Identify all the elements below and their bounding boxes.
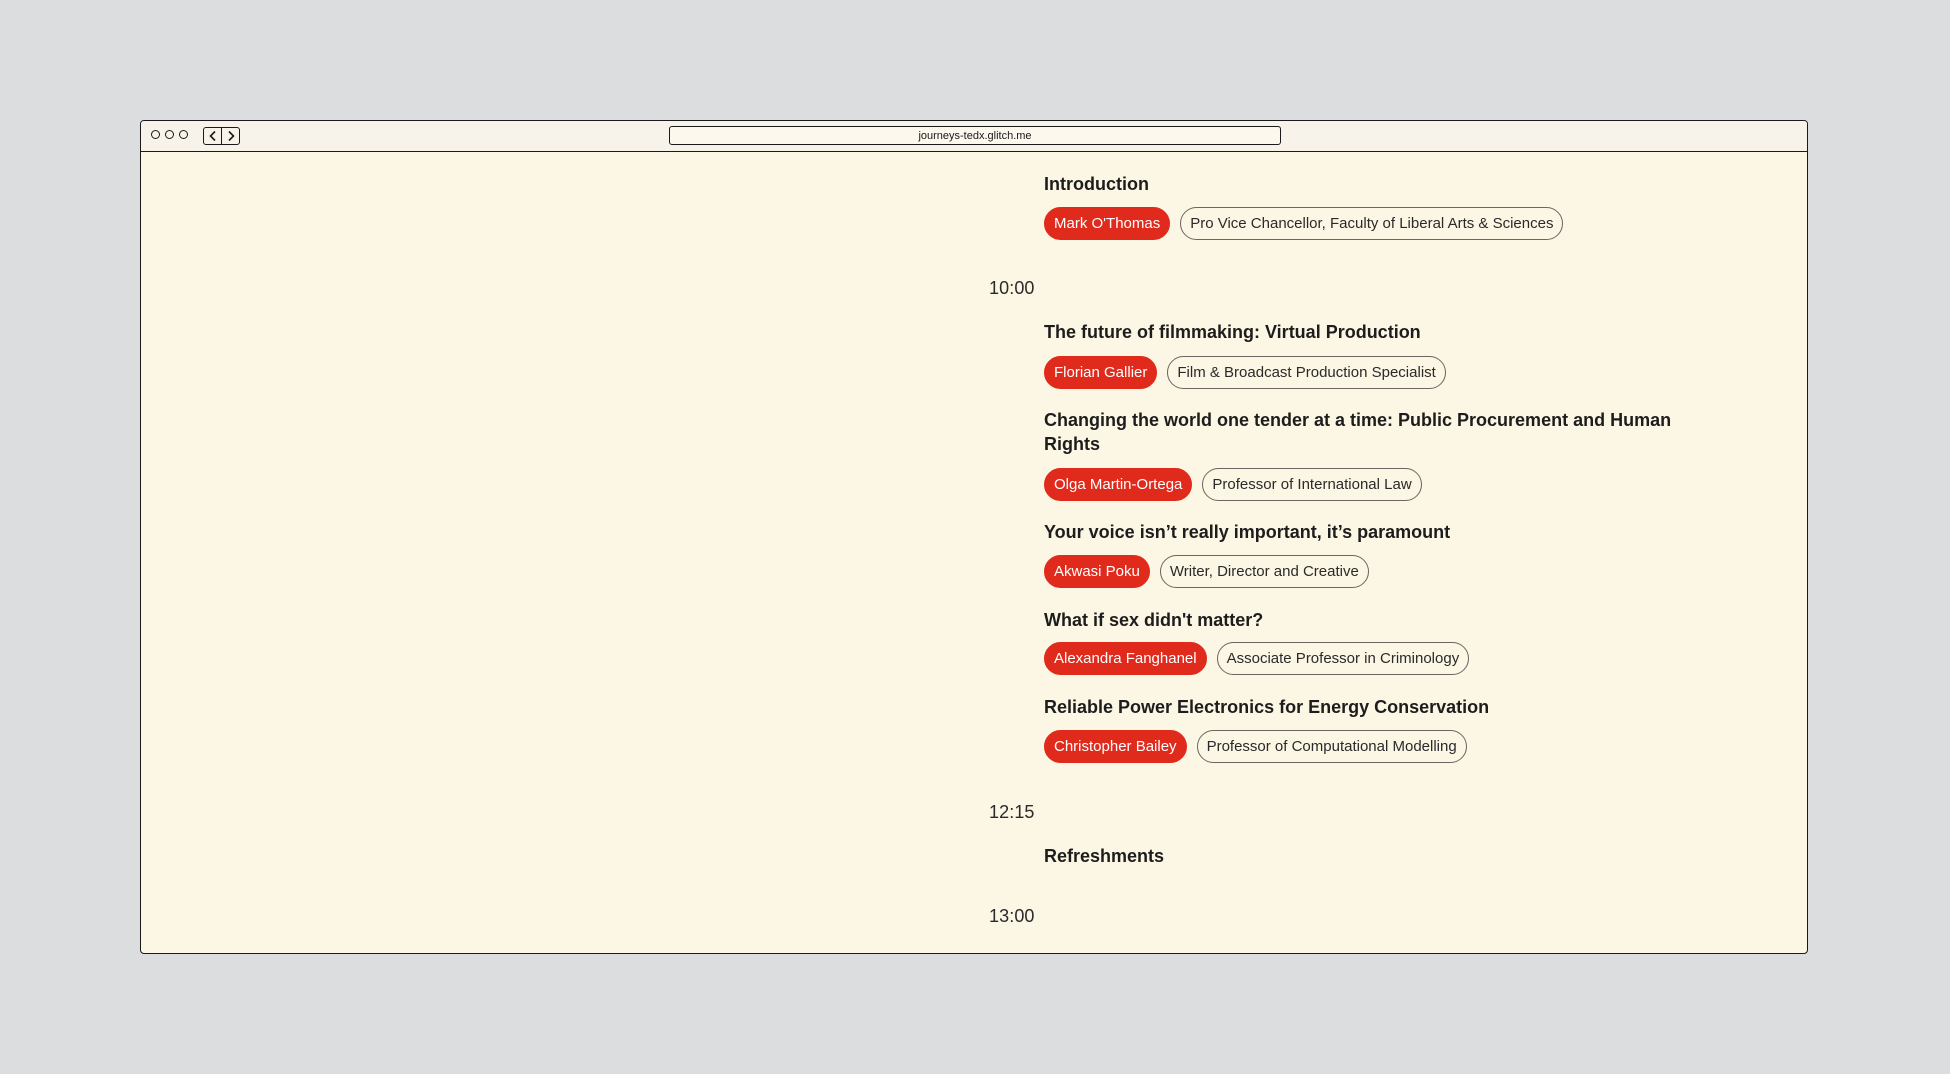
role-pill: Associate Professor in Criminology [1217,642,1470,675]
talk-title: Your voice isn’t really important, it’s paramount [1044,522,1451,542]
speaker-pill: Florian Gallier [1044,356,1157,389]
maximize-window-button[interactable] [179,130,188,139]
address-bar-url: journeys-tedx.glitch.me [918,129,1032,142]
speaker-pill: Mark O'Thomas [1044,207,1170,240]
browser-titlebar [141,121,1807,152]
window-controls [151,130,188,139]
browser-window [140,120,1808,954]
talk-title: What if sex didn't matter? [1044,610,1264,630]
talk-title: Reliable Power Electronics for Energy Conservation [1044,697,1490,717]
forward-button[interactable] [221,128,239,144]
time-slot-label: 10:00 [989,278,1035,298]
chevron-right-icon [226,130,236,142]
speaker-pill: Akwasi Poku [1044,555,1150,588]
speaker-pill: Alexandra Fanghanel [1044,642,1207,675]
role-pill: Professor of Computational Modelling [1197,730,1467,763]
session-title: Refreshments [1044,846,1165,866]
talk-tags [1044,468,1422,501]
address-bar[interactable] [669,126,1281,145]
talk-tags [1044,555,1369,588]
time-slot-label: 12:15 [989,802,1035,822]
talk-title: The future of filmmaking: Virtual Production [1044,322,1421,342]
chevron-left-icon [208,130,218,142]
talk-tags [1044,642,1469,675]
speaker-pill: Olga Martin-Ortega [1044,468,1192,501]
role-pill: Writer, Director and Creative [1160,555,1369,588]
back-button[interactable] [204,128,221,144]
close-window-button[interactable] [151,130,160,139]
navigation-buttons [203,127,240,145]
role-pill: Film & Broadcast Production Specialist [1167,356,1445,389]
role-pill: Pro Vice Chancellor, Faculty of Liberal Arts & Sciences [1180,207,1563,240]
talk-tags [1044,730,1467,763]
role-pill: Professor of International Law [1202,468,1421,501]
minimize-window-button[interactable] [165,130,174,139]
session-title: Introduction [1044,174,1149,194]
speaker-pill: Christopher Bailey [1044,730,1187,763]
schedule-page [141,152,1807,952]
time-slot-label: 13:00 [989,906,1035,926]
talk-title: Changing the world one tender at a time: Public Procurement and Human Rights [1044,410,1672,454]
talk-tags [1044,356,1446,389]
session-tags [1044,207,1563,240]
